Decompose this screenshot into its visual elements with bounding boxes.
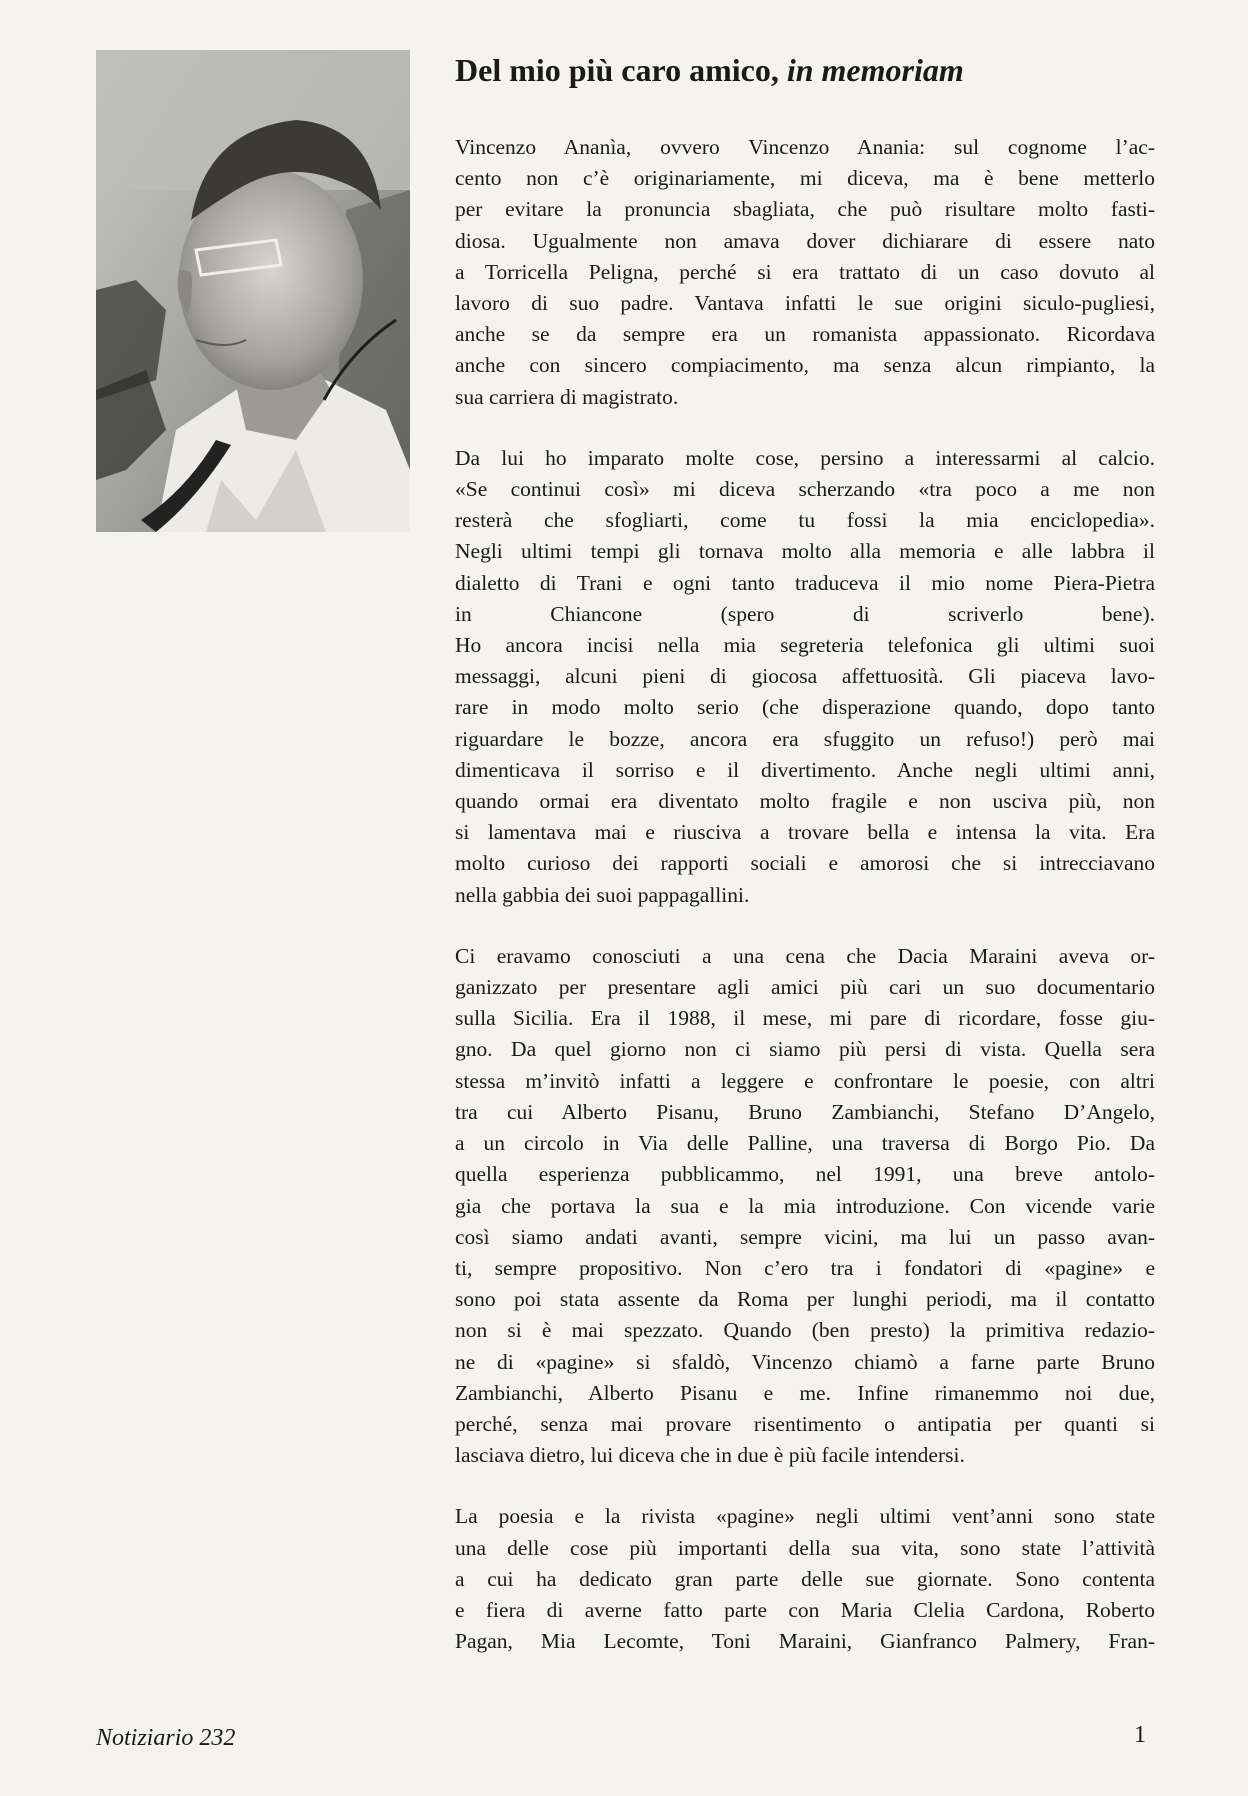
text-line: non si è mai spezzato. Quando (ben presto) la primitiva redazio- — [455, 1318, 1155, 1343]
text-line: gno. Da quel giorno non ci siamo più persi di vista. Quella sera — [455, 1037, 1155, 1062]
page-number: 1 — [1134, 1722, 1146, 1748]
text-line: ne di «pagine» si sfaldò, Vincenzo chiamò a farne parte Bruno — [455, 1349, 1155, 1374]
text-line: sulla Sicilia. Era il 1988, il mese, mi pare di ricordare, fosse giu- — [455, 1006, 1155, 1031]
text-line: cento non c’è originariamente, mi diceva, ma è bene metterlo — [455, 166, 1155, 191]
paragraph — [455, 1501, 1155, 1657]
text-line: a Torricella Peligna, perché si era trattato di un caso dovuto al — [455, 259, 1155, 284]
title-italic: in memoriam — [786, 52, 964, 88]
text-line: resterà che sfogliarti, come tu fossi la mia enciclopedia». — [455, 508, 1155, 533]
text-line: gia che portava la sua e la mia introduzione. Con vicende varie — [455, 1193, 1155, 1218]
text-line: Negli ultimi tempi gli tornava molto alla memoria e alle labbra il — [455, 539, 1155, 564]
text-line: tra cui Alberto Pisanu, Bruno Zambianchi, Stefano D’Angelo, — [455, 1099, 1155, 1124]
text-line: diosa. Ugualmente non amava dover dichiarare di essere nato — [455, 228, 1155, 253]
text-line: «Se continui così» mi diceva scherzando «tra poco a me non — [455, 477, 1155, 502]
text-line: perché, senza mai provare risentimento o antipatia per quanti si — [455, 1411, 1155, 1436]
paragraph — [455, 132, 1155, 413]
text-line: così siamo andati avanti, sempre vicini, ma lui un passo avan- — [455, 1224, 1155, 1249]
text-line: Zambianchi, Alberto Pisanu e me. Infine rimanemmo noi due, — [455, 1380, 1155, 1405]
text-line: una delle cose più importanti della sua vita, sono state l’attività — [455, 1535, 1155, 1560]
text-line: molto curioso dei rapporti sociali e amorosi che si intrecciavano — [455, 851, 1155, 876]
text-line: sua carriera di magistrato. — [455, 384, 679, 409]
text-line: per evitare la pronuncia sbagliata, che può risultare molto fasti- — [455, 197, 1155, 222]
text-line: nella gabbia dei suoi pappagallini. — [455, 882, 750, 907]
text-line: anche se da sempre era un romanista appassionato. Ricordava — [455, 322, 1155, 347]
text-line: sono poi stata assente da Roma per lunghi periodi, ma il contatto — [455, 1287, 1155, 1312]
paragraph — [455, 443, 1155, 911]
text-line: a cui ha dedicato gran parte delle sue giornate. Sono contenta — [455, 1566, 1155, 1591]
article — [455, 50, 1155, 1687]
text-line: quella esperienza pubblicammo, nel 1991, una breve antolo- — [455, 1162, 1155, 1187]
text-line: in Chiancone (spero di scriverlo bene). — [455, 601, 1155, 626]
text-line: rare in modo molto serio (che disperazione quando, dopo tanto — [455, 695, 1155, 720]
text-line: anche con sincero compiacimento, ma senza alcun rimpianto, la — [455, 353, 1155, 378]
text-line: si lamentava mai e riusciva a trovare bella e intensa la vita. Era — [455, 820, 1155, 845]
text-line: ti, sempre propositivo. Non c’ero tra i fondatori di «pagine» e — [455, 1255, 1155, 1280]
text-line: stessa m’invitò infatti a leggere e confrontare le poesie, con altri — [455, 1068, 1155, 1093]
text-line: lasciava dietro, lui diceva che in due è più facile intendersi. — [455, 1443, 965, 1468]
text-line: Ho ancora incisi nella mia segreteria telefonica gli ultimi suoi — [455, 633, 1155, 658]
text-line: e fiera di averne fatto parte con Maria Clelia Cardona, Roberto — [455, 1597, 1155, 1622]
text-line: Vincenzo Ananìa, ovvero Vincenzo Anania: sul cognome l’ac- — [455, 135, 1155, 159]
text-line: messaggi, alcuni pieni di giocosa affettuosità. Gli piaceva lavo- — [455, 664, 1155, 689]
portrait-photo — [96, 50, 410, 532]
text-line: Pagan, Mia Lecomte, Toni Maraini, Gianfranco Palmery, Fran- — [455, 1629, 1155, 1654]
title-main: Del mio più caro amico, — [455, 52, 779, 88]
text-line: ganizzato per presentare agli amici più cari un suo documentario — [455, 975, 1155, 1000]
article-title — [455, 50, 1155, 90]
text-line: lavoro di suo padre. Vantava infatti le sue origini siculo-pugliesi, — [455, 291, 1155, 316]
text-line: Da lui ho imparato molte cose, persino a interessarmi al calcio. — [455, 445, 1155, 470]
paragraph — [455, 941, 1155, 1471]
text-line: riguardare le bozze, ancora era sfuggito un refuso!) però mai — [455, 726, 1155, 751]
article-body — [455, 132, 1155, 1657]
text-line: quando ormai era diventato molto fragile e non usciva più, non — [455, 789, 1155, 814]
text-line: Ci eravamo conosciuti a una cena che Dacia Maraini aveva or- — [455, 943, 1155, 968]
publication-name: Notiziario 232 — [96, 1725, 236, 1751]
text-line: a un circolo in Via delle Palline, una traversa di Borgo Pio. Da — [455, 1131, 1155, 1156]
text-line: La poesia e la rivista «pagine» negli ultimi vent’anni sono state — [455, 1504, 1155, 1529]
text-line: dialetto di Trani e ogni tanto traduceva il mio nome Piera-Pietra — [455, 570, 1155, 595]
text-line: dimenticava il sorriso e il divertimento. Anche negli ultimi anni, — [455, 757, 1155, 782]
